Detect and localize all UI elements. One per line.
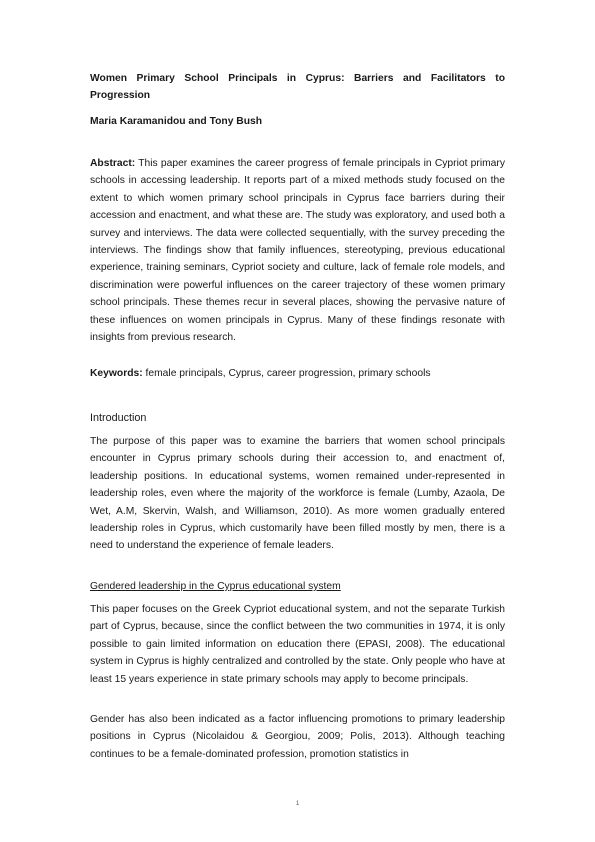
section-heading: Gendered leadership in the Cyprus educational system [90, 581, 341, 592]
introduction-heading: Introduction [90, 412, 147, 424]
paper-title: Women Primary School Principals in Cyprus: Barriers and Facilitators to Progression [90, 73, 505, 102]
author-list: Maria Karamanidou and Tony Bush [90, 116, 263, 127]
introduction-paragraph: The purpose of this paper was to examine the barriers that women school principals encounter in Cyprus primary schools during their accession to, and enactment of, leadership positions. In educational systems, women remained under-represented in leadership roles, even where the majority of the workforce is female (Lumby, Azaola, De Wet, A.M, Skervin, Walsh, and Williamson, 2010). As more women gradually entered leadership roles in Cyprus, which customarily have been filled mostly by men, there is a need to understand the experience of female leaders. [90, 436, 505, 552]
page-number: 1 [295, 801, 300, 807]
abstract [90, 155, 505, 346]
keywords-text: female principals, Cyprus, career progression, primary schools [142, 368, 431, 379]
keywords-label: Keywords: [90, 368, 143, 379]
keywords [90, 365, 505, 382]
abstract-text: This paper examines the career progress of female principals in Cypriot primary schools in accessing leadership. It reports part of a mixed methods study focused on the extent to which women primary school principals in Cyprus face barriers during their accession and enactment, and what these are. The study was exploratory, and used both a survey and interviews. The data were collected sequentially, with the survey preceding the interviews. The findings show that family influences, stereotyping, previous educational experience, training seminars, Cypriot society and culture, lack of female role models, and discrimination were powerful influences on the career trajectory of these women primary school principals. These themes recur in several places, showing the pervasive nature of these influences on women principals in Cyprus. Many of these findings resonate with insights from previous research. [90, 158, 505, 344]
abstract-label: Abstract: [90, 158, 136, 169]
section-paragraph-1: This paper focuses on the Greek Cypriot educational system, and not the separate Turkish part of Cyprus, because, since the conflict between the two communities in 1974, it is only possible to gain limited information on education there (EPASI, 2008). The educational system in Cyprus is highly centralized and controlled by the state. Only people who have at least 15 years experience in state primary schools may apply to become principals. [90, 604, 505, 685]
section-paragraph-2: Gender has also been indicated as a factor influencing promotions to primary leadership positions in Cyprus (Nicolaidou & Georgiou, 2009; Polis, 2013). Although teaching continues to be a female-dominated profession, promotion statistics in [90, 714, 505, 760]
